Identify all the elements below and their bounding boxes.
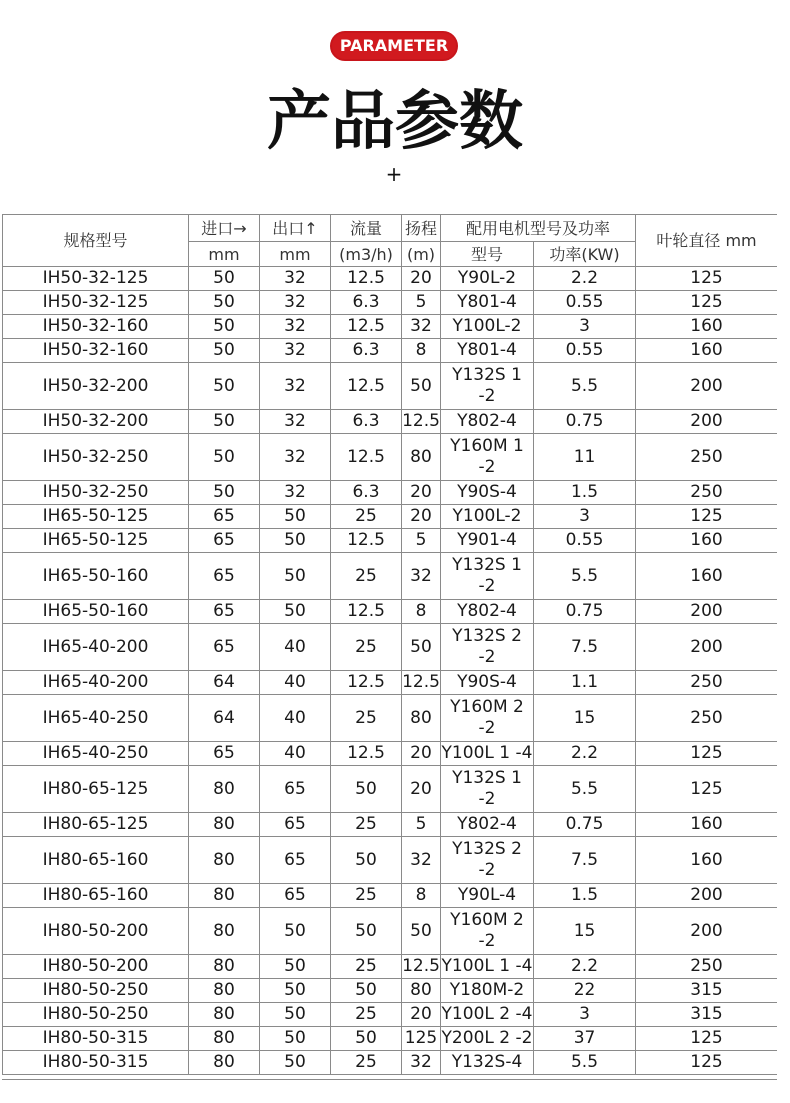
- cell-model: IH50-32-160: [3, 339, 189, 363]
- cell-inlet: 50: [189, 363, 260, 410]
- cell-flow: 25: [331, 1051, 402, 1075]
- cell-inlet: 50: [189, 434, 260, 481]
- cell-motor: Y901-4: [441, 529, 534, 553]
- cell-impeller: 250: [636, 481, 777, 505]
- header-power: 功率(KW): [534, 242, 636, 267]
- cell-impeller: 200: [636, 624, 777, 671]
- cell-outlet: 40: [260, 695, 331, 742]
- cell-power: 0.55: [534, 291, 636, 315]
- cell-flow: 12.5: [331, 315, 402, 339]
- cell-motor: Y160M 2 -2: [441, 908, 534, 955]
- cell-outlet: 65: [260, 884, 331, 908]
- cell-motor: Y132S 1 -2: [441, 766, 534, 813]
- table-row: [3, 553, 778, 600]
- cell-model: IH50-32-160: [3, 315, 189, 339]
- cell-impeller: 250: [636, 695, 777, 742]
- header-flow-unit: (m3/h): [331, 242, 402, 267]
- cell-outlet: 65: [260, 837, 331, 884]
- table-row: [3, 267, 778, 291]
- cell-power: 0.75: [534, 813, 636, 837]
- cell-head: 20: [402, 766, 441, 813]
- table-row: [3, 695, 778, 742]
- cell-inlet: 80: [189, 884, 260, 908]
- cell-inlet: 50: [189, 291, 260, 315]
- cell-inlet: 80: [189, 1051, 260, 1075]
- cell-flow: 12.5: [331, 742, 402, 766]
- cell-outlet: 32: [260, 434, 331, 481]
- cell-power: 0.75: [534, 600, 636, 624]
- cell-inlet: 80: [189, 766, 260, 813]
- table-bottom-divider: [2, 1079, 777, 1080]
- cell-outlet: 50: [260, 1051, 331, 1075]
- cell-power: 5.5: [534, 363, 636, 410]
- cell-model: IH80-65-160: [3, 884, 189, 908]
- table-row: [3, 434, 778, 481]
- cell-motor: Y90L-2: [441, 267, 534, 291]
- cell-outlet: 50: [260, 955, 331, 979]
- cell-power: 7.5: [534, 624, 636, 671]
- cell-flow: 6.3: [331, 410, 402, 434]
- cell-inlet: 65: [189, 529, 260, 553]
- cell-head: 5: [402, 291, 441, 315]
- cell-model: IH80-65-125: [3, 813, 189, 837]
- cell-head: 8: [402, 600, 441, 624]
- cell-outlet: 50: [260, 1003, 331, 1027]
- cell-flow: 50: [331, 979, 402, 1003]
- cell-head: 8: [402, 884, 441, 908]
- table-row: [3, 624, 778, 671]
- cell-motor: Y100L 1 -4: [441, 955, 534, 979]
- header-impeller: 叶轮直径 mm: [636, 215, 777, 267]
- cell-flow: 25: [331, 695, 402, 742]
- cell-flow: 25: [331, 813, 402, 837]
- cell-model: IH65-40-250: [3, 695, 189, 742]
- cell-outlet: 50: [260, 505, 331, 529]
- cell-impeller: 160: [636, 339, 777, 363]
- spec-table-body: [3, 267, 778, 1075]
- cell-inlet: 50: [189, 410, 260, 434]
- table-row: [3, 291, 778, 315]
- page-title: 产品参数: [267, 85, 523, 159]
- cell-impeller: 125: [636, 291, 777, 315]
- cell-inlet: 80: [189, 1027, 260, 1051]
- cell-power: 7.5: [534, 837, 636, 884]
- cell-inlet: 50: [189, 315, 260, 339]
- table-row: [3, 410, 778, 434]
- cell-head: 50: [402, 624, 441, 671]
- cell-power: 3: [534, 1003, 636, 1027]
- cell-model: IH80-65-160: [3, 837, 189, 884]
- cell-impeller: 125: [636, 1027, 777, 1051]
- cell-model: IH65-50-125: [3, 505, 189, 529]
- cell-power: 0.75: [534, 410, 636, 434]
- cell-impeller: 250: [636, 671, 777, 695]
- table-row: [3, 529, 778, 553]
- header-model: 规格型号: [3, 215, 189, 267]
- header-inlet: 进口→: [189, 215, 260, 242]
- cell-power: 2.2: [534, 267, 636, 291]
- cell-power: 15: [534, 695, 636, 742]
- cell-impeller: 160: [636, 813, 777, 837]
- table-row: [3, 955, 778, 979]
- cell-motor: Y802-4: [441, 410, 534, 434]
- header-head: 扬程: [402, 215, 441, 242]
- cell-inlet: 80: [189, 1003, 260, 1027]
- table-row: [3, 979, 778, 1003]
- cell-head: 5: [402, 529, 441, 553]
- cell-inlet: 65: [189, 505, 260, 529]
- cell-head: 20: [402, 1003, 441, 1027]
- cell-flow: 25: [331, 553, 402, 600]
- cell-inlet: 50: [189, 481, 260, 505]
- cell-flow: 6.3: [331, 481, 402, 505]
- cell-inlet: 50: [189, 267, 260, 291]
- spec-table: [2, 214, 777, 1075]
- cell-power: 3: [534, 315, 636, 339]
- cell-flow: 25: [331, 955, 402, 979]
- table-row: [3, 505, 778, 529]
- cell-outlet: 40: [260, 624, 331, 671]
- cell-inlet: 65: [189, 624, 260, 671]
- cell-outlet: 32: [260, 339, 331, 363]
- cell-motor: Y801-4: [441, 291, 534, 315]
- cell-flow: 12.5: [331, 434, 402, 481]
- table-row: [3, 339, 778, 363]
- cell-power: 0.55: [534, 339, 636, 363]
- cell-outlet: 50: [260, 529, 331, 553]
- cell-model: IH65-40-200: [3, 671, 189, 695]
- table-row: [3, 908, 778, 955]
- cell-head: 32: [402, 837, 441, 884]
- cell-model: IH50-32-200: [3, 410, 189, 434]
- spec-table-container: [2, 214, 777, 1080]
- cell-model: IH65-50-125: [3, 529, 189, 553]
- cell-power: 5.5: [534, 553, 636, 600]
- cell-power: 5.5: [534, 1051, 636, 1075]
- cell-outlet: 32: [260, 481, 331, 505]
- cell-outlet: 32: [260, 267, 331, 291]
- cell-head: 20: [402, 481, 441, 505]
- cell-flow: 50: [331, 1027, 402, 1051]
- table-row: [3, 813, 778, 837]
- cell-model: IH50-32-250: [3, 481, 189, 505]
- header-inlet-unit: mm: [189, 242, 260, 267]
- table-row: [3, 600, 778, 624]
- cell-outlet: 32: [260, 363, 331, 410]
- cell-impeller: 125: [636, 1051, 777, 1075]
- cell-head: 50: [402, 363, 441, 410]
- cell-flow: 25: [331, 624, 402, 671]
- cell-outlet: 40: [260, 671, 331, 695]
- cell-model: IH80-50-250: [3, 1003, 189, 1027]
- cell-motor: Y132S 2 -2: [441, 837, 534, 884]
- cell-flow: 6.3: [331, 339, 402, 363]
- table-row: [3, 742, 778, 766]
- cell-power: 37: [534, 1027, 636, 1051]
- cell-head: 5: [402, 813, 441, 837]
- cell-impeller: 200: [636, 410, 777, 434]
- cell-model: IH80-65-125: [3, 766, 189, 813]
- cell-impeller: 315: [636, 979, 777, 1003]
- cell-impeller: 125: [636, 766, 777, 813]
- cell-impeller: 200: [636, 600, 777, 624]
- table-row: [3, 1003, 778, 1027]
- cell-model: IH80-50-250: [3, 979, 189, 1003]
- cell-impeller: 125: [636, 742, 777, 766]
- cell-flow: 50: [331, 837, 402, 884]
- plus-icon: +: [385, 162, 403, 186]
- cell-inlet: 80: [189, 837, 260, 884]
- cell-outlet: 65: [260, 813, 331, 837]
- cell-flow: 12.5: [331, 600, 402, 624]
- header-motor-type: 型号: [441, 242, 534, 267]
- cell-power: 1.5: [534, 481, 636, 505]
- cell-impeller: 200: [636, 884, 777, 908]
- cell-model: IH80-50-200: [3, 908, 189, 955]
- cell-flow: 25: [331, 884, 402, 908]
- cell-motor: Y801-4: [441, 339, 534, 363]
- cell-outlet: 40: [260, 742, 331, 766]
- cell-flow: 25: [331, 1003, 402, 1027]
- cell-flow: 50: [331, 908, 402, 955]
- cell-outlet: 50: [260, 553, 331, 600]
- cell-head: 125: [402, 1027, 441, 1051]
- cell-power: 3: [534, 505, 636, 529]
- table-row: [3, 481, 778, 505]
- cell-inlet: 80: [189, 908, 260, 955]
- cell-inlet: 65: [189, 742, 260, 766]
- cell-inlet: 80: [189, 955, 260, 979]
- cell-impeller: 160: [636, 315, 777, 339]
- table-row: [3, 884, 778, 908]
- cell-outlet: 50: [260, 1027, 331, 1051]
- cell-impeller: 125: [636, 267, 777, 291]
- parameter-badge: PARAMETER: [330, 31, 458, 61]
- cell-impeller: 160: [636, 553, 777, 600]
- cell-motor: Y90S-4: [441, 671, 534, 695]
- cell-impeller: 250: [636, 434, 777, 481]
- header-outlet-unit: mm: [260, 242, 331, 267]
- table-row: [3, 1051, 778, 1075]
- cell-impeller: 125: [636, 505, 777, 529]
- table-row: [3, 837, 778, 884]
- cell-outlet: 65: [260, 766, 331, 813]
- cell-power: 2.2: [534, 955, 636, 979]
- cell-motor: Y132S 2 -2: [441, 624, 534, 671]
- cell-motor: Y802-4: [441, 600, 534, 624]
- cell-motor: Y180M-2: [441, 979, 534, 1003]
- cell-head: 32: [402, 553, 441, 600]
- cell-head: 12.5: [402, 410, 441, 434]
- cell-outlet: 32: [260, 410, 331, 434]
- table-row: [3, 315, 778, 339]
- cell-model: IH65-50-160: [3, 600, 189, 624]
- cell-impeller: 315: [636, 1003, 777, 1027]
- cell-model: IH50-32-125: [3, 267, 189, 291]
- cell-inlet: 65: [189, 600, 260, 624]
- cell-head: 12.5: [402, 671, 441, 695]
- cell-impeller: 200: [636, 363, 777, 410]
- cell-flow: 12.5: [331, 671, 402, 695]
- cell-outlet: 32: [260, 291, 331, 315]
- cell-outlet: 50: [260, 979, 331, 1003]
- header-head-unit: (m): [402, 242, 441, 267]
- cell-model: IH80-50-200: [3, 955, 189, 979]
- cell-flow: 12.5: [331, 529, 402, 553]
- cell-impeller: 250: [636, 955, 777, 979]
- cell-power: 0.55: [534, 529, 636, 553]
- cell-head: 80: [402, 695, 441, 742]
- cell-motor: Y132S 1 -2: [441, 553, 534, 600]
- cell-inlet: 80: [189, 979, 260, 1003]
- cell-head: 50: [402, 908, 441, 955]
- cell-model: IH50-32-200: [3, 363, 189, 410]
- cell-power: 1.1: [534, 671, 636, 695]
- table-row: [3, 1027, 778, 1051]
- cell-motor: Y100L-2: [441, 315, 534, 339]
- header-row-1: [3, 215, 778, 242]
- cell-head: 20: [402, 505, 441, 529]
- cell-power: 15: [534, 908, 636, 955]
- cell-model: IH65-50-160: [3, 553, 189, 600]
- cell-impeller: 200: [636, 908, 777, 955]
- cell-outlet: 50: [260, 908, 331, 955]
- cell-motor: Y200L 2 -2: [441, 1027, 534, 1051]
- cell-head: 80: [402, 434, 441, 481]
- cell-flow: 12.5: [331, 363, 402, 410]
- cell-motor: Y100L 2 -4: [441, 1003, 534, 1027]
- cell-outlet: 50: [260, 600, 331, 624]
- cell-head: 20: [402, 267, 441, 291]
- cell-motor: Y100L-2: [441, 505, 534, 529]
- cell-motor: Y802-4: [441, 813, 534, 837]
- header-motor-group: 配用电机型号及功率: [441, 215, 636, 242]
- cell-flow: 50: [331, 766, 402, 813]
- header-flow: 流量: [331, 215, 402, 242]
- table-row: [3, 363, 778, 410]
- cell-motor: Y132S-4: [441, 1051, 534, 1075]
- cell-motor: Y160M 2 -2: [441, 695, 534, 742]
- cell-head: 12.5: [402, 955, 441, 979]
- cell-motor: Y132S 1 -2: [441, 363, 534, 410]
- table-row: [3, 671, 778, 695]
- cell-head: 8: [402, 339, 441, 363]
- table-row: [3, 766, 778, 813]
- cell-head: 32: [402, 315, 441, 339]
- cell-head: 32: [402, 1051, 441, 1075]
- cell-outlet: 32: [260, 315, 331, 339]
- cell-power: 22: [534, 979, 636, 1003]
- cell-model: IH80-50-315: [3, 1027, 189, 1051]
- cell-inlet: 64: [189, 671, 260, 695]
- cell-model: IH50-32-125: [3, 291, 189, 315]
- cell-model: IH50-32-250: [3, 434, 189, 481]
- cell-motor: Y160M 1 -2: [441, 434, 534, 481]
- cell-model: IH80-50-315: [3, 1051, 189, 1075]
- cell-model: IH65-40-200: [3, 624, 189, 671]
- cell-motor: Y100L 1 -4: [441, 742, 534, 766]
- cell-head: 80: [402, 979, 441, 1003]
- cell-power: 2.2: [534, 742, 636, 766]
- header-outlet: 出口↑: [260, 215, 331, 242]
- cell-flow: 6.3: [331, 291, 402, 315]
- cell-impeller: 160: [636, 837, 777, 884]
- cell-inlet: 50: [189, 339, 260, 363]
- cell-model: IH65-40-250: [3, 742, 189, 766]
- cell-flow: 25: [331, 505, 402, 529]
- cell-impeller: 160: [636, 529, 777, 553]
- cell-power: 11: [534, 434, 636, 481]
- cell-motor: Y90L-4: [441, 884, 534, 908]
- cell-head: 20: [402, 742, 441, 766]
- cell-power: 1.5: [534, 884, 636, 908]
- cell-flow: 12.5: [331, 267, 402, 291]
- cell-motor: Y90S-4: [441, 481, 534, 505]
- cell-power: 5.5: [534, 766, 636, 813]
- cell-inlet: 80: [189, 813, 260, 837]
- cell-inlet: 65: [189, 553, 260, 600]
- cell-inlet: 64: [189, 695, 260, 742]
